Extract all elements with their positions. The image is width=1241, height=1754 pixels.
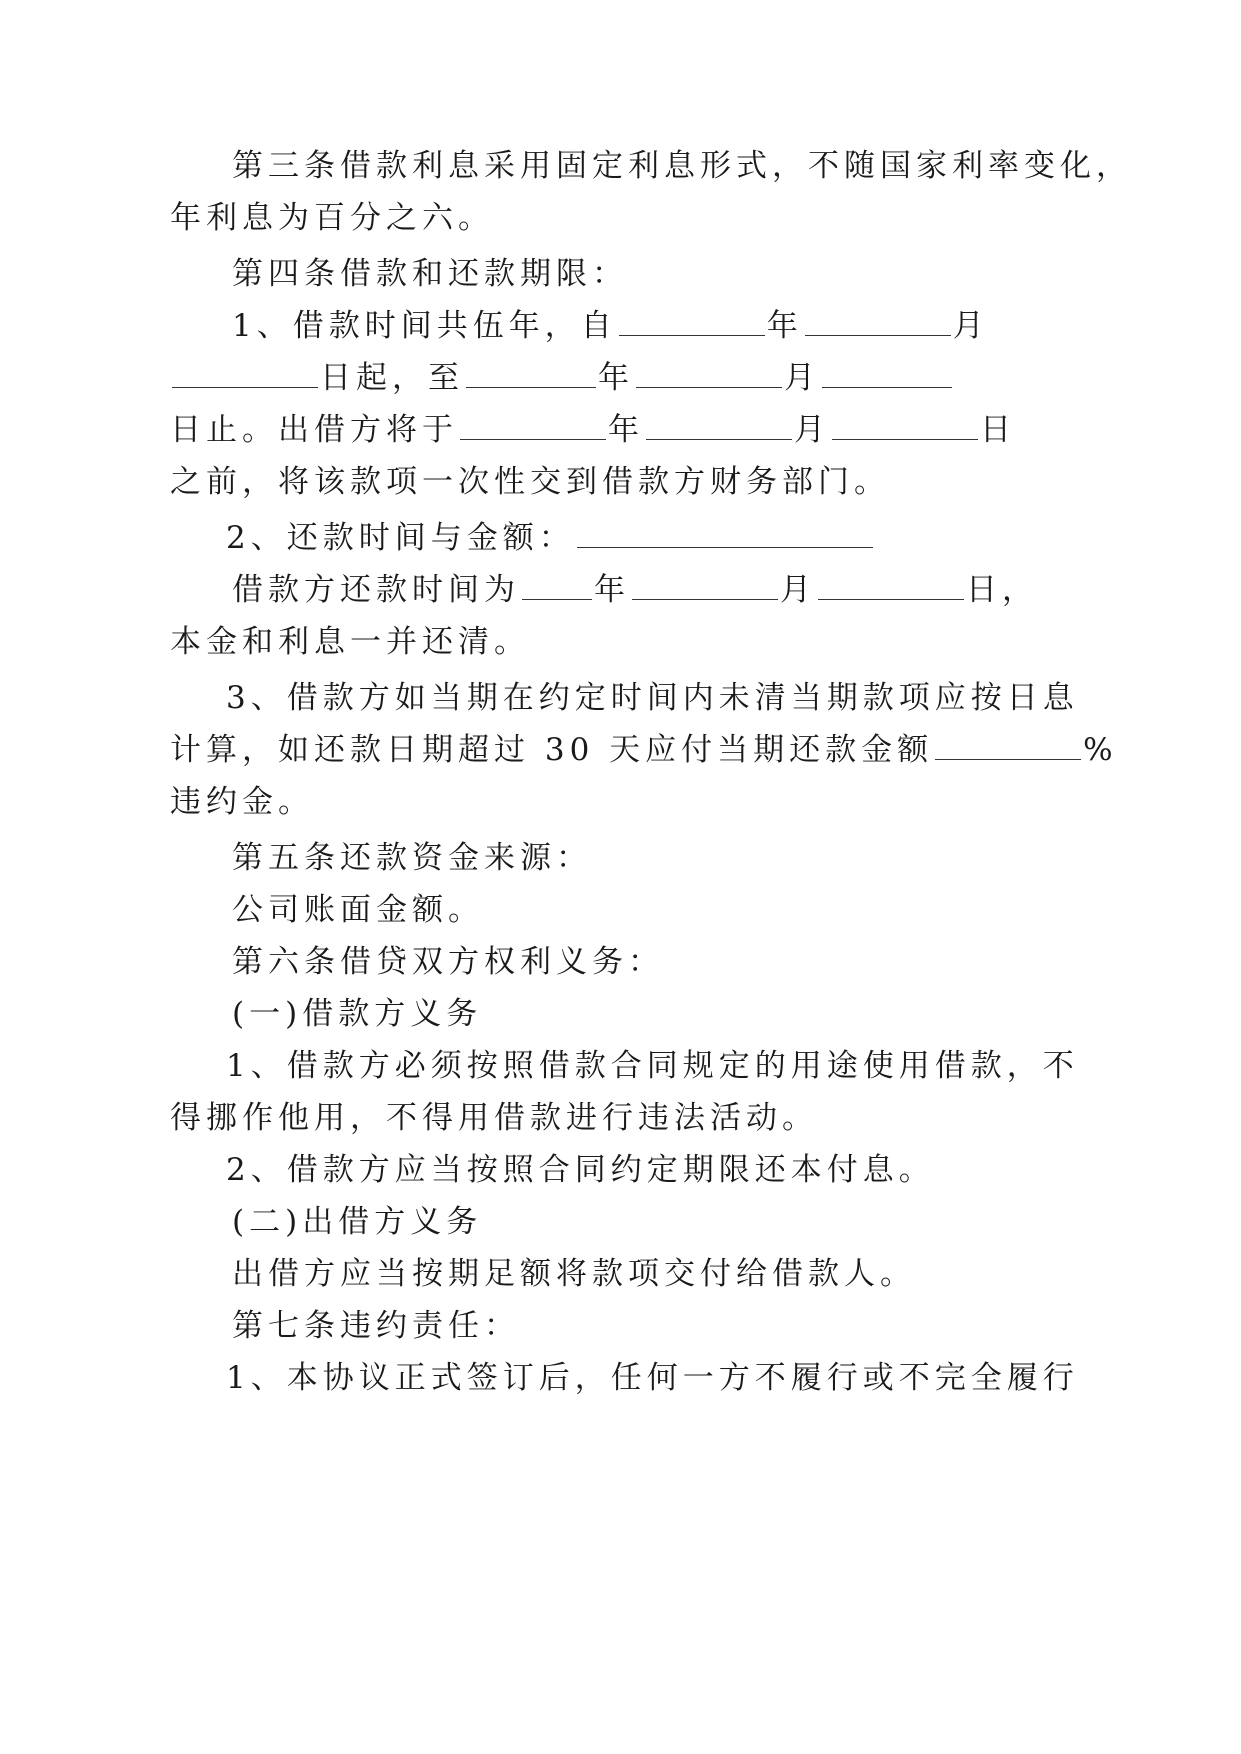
disburse-day-blank[interactable] xyxy=(832,411,978,440)
borrower-duty-1-text-2: 得挪作他用，不得用借款进行违法活动。 xyxy=(170,1100,818,1136)
start-day-label: 日起，至 xyxy=(320,360,464,396)
repayment-text-2: 本金和利息一并还清。 xyxy=(170,624,530,660)
article-5-body xyxy=(232,888,484,932)
article-5-heading xyxy=(232,836,592,880)
penalty-text-2: 计算，如还款日期超过 30 天应付当期还款金额 xyxy=(170,732,934,768)
repayment-time-text: 借款方还款时间为 xyxy=(232,572,520,608)
penalty-text-3: 违约金。 xyxy=(170,784,314,820)
penalty-line-2 xyxy=(170,728,1118,772)
repayment-amount-label: 2、还款时间与金额： xyxy=(226,520,575,556)
loan-period-line-2 xyxy=(170,356,954,400)
disburse-year-label: 年 xyxy=(608,412,644,448)
repay-year-label: 年 xyxy=(594,572,630,608)
borrower-duty-1-line-1 xyxy=(226,1044,1079,1088)
percent-sign: % xyxy=(1083,732,1118,768)
borrower-duty-heading xyxy=(232,992,482,1036)
article-3-line-2 xyxy=(170,196,494,240)
article-4-heading xyxy=(232,252,628,296)
borrower-duty-2-line xyxy=(226,1148,935,1192)
article-5-text: 公司账面金额。 xyxy=(232,892,484,928)
repay-month-blank[interactable] xyxy=(632,571,778,600)
borrower-duty-title: (一)借款方义务 xyxy=(232,996,483,1032)
start-month-label: 月 xyxy=(952,308,989,344)
disburse-text: 日止。出借方将于 xyxy=(170,412,458,448)
borrower-duty-1-line-2 xyxy=(170,1096,818,1140)
article-5-title: 第五条还款资金来源： xyxy=(232,840,592,876)
lender-duty-line xyxy=(232,1252,916,1296)
article-4-title: 第四条借款和还款期限： xyxy=(232,256,628,292)
penalty-line-3 xyxy=(170,780,314,824)
article-7-title: 第七条违约责任： xyxy=(232,1308,520,1344)
repay-year-blank[interactable] xyxy=(522,571,592,600)
disburse-day-label: 日 xyxy=(980,412,1016,448)
start-day-blank[interactable] xyxy=(172,359,318,388)
loan-period-line-4 xyxy=(170,460,890,504)
end-year-label: 年 xyxy=(598,360,634,396)
penalty-line-1 xyxy=(226,676,1079,720)
article-6-heading xyxy=(232,940,664,984)
article-3-line-1 xyxy=(232,144,1132,188)
end-month-blank[interactable] xyxy=(636,359,782,388)
penalty-percent-blank[interactable] xyxy=(935,731,1081,760)
repayment-amount-blank[interactable] xyxy=(577,519,873,548)
repayment-line-2 xyxy=(232,568,1038,612)
start-year-blank[interactable] xyxy=(619,307,765,336)
repay-day-blank[interactable] xyxy=(818,571,964,600)
breach-line-1 xyxy=(226,1356,1079,1400)
end-year-blank[interactable] xyxy=(466,359,596,388)
loan-period-text: 1、借款时间共伍年，自 xyxy=(232,308,617,344)
end-month-label: 月 xyxy=(784,360,820,396)
disburse-month-blank[interactable] xyxy=(646,411,792,440)
start-year-label: 年 xyxy=(766,308,803,344)
penalty-text-1: 3、借款方如当期在约定时间内未清当期款项应按日息 xyxy=(226,680,1079,716)
article-7-heading xyxy=(232,1304,520,1348)
article-3-text-2: 年利息为百分之六。 xyxy=(170,200,494,236)
start-month-blank[interactable] xyxy=(805,307,951,336)
repay-day-label: 日， xyxy=(966,572,1038,608)
article-3-text-1: 第三条借款利息采用固定利息形式，不随国家利率变化， xyxy=(232,148,1132,184)
lender-duty-title: (二)出借方义务 xyxy=(232,1204,483,1240)
repay-month-label: 月 xyxy=(780,572,816,608)
borrower-duty-1-text-1: 1、借款方必须按照借款合同规定的用途使用借款，不 xyxy=(226,1048,1079,1084)
loan-period-line-1 xyxy=(232,304,989,348)
lender-duty-text: 出借方应当按期足额将款项交付给借款人。 xyxy=(232,1256,916,1292)
disburse-year-blank[interactable] xyxy=(460,411,606,440)
borrower-duty-2-text: 2、借款方应当按照合同约定期限还本付息。 xyxy=(226,1152,935,1188)
breach-text-1: 1、本协议正式签订后，任何一方不履行或不完全履行 xyxy=(226,1360,1079,1396)
disburse-month-label: 月 xyxy=(794,412,830,448)
repayment-line-1 xyxy=(226,516,875,560)
repayment-line-3 xyxy=(170,620,530,664)
article-6-title: 第六条借贷双方权利义务： xyxy=(232,944,664,980)
loan-period-line-3 xyxy=(170,408,1016,452)
disburse-text-2: 之前，将该款项一次性交到借款方财务部门。 xyxy=(170,464,890,500)
lender-duty-heading xyxy=(232,1200,482,1244)
end-day-blank[interactable] xyxy=(822,359,952,388)
